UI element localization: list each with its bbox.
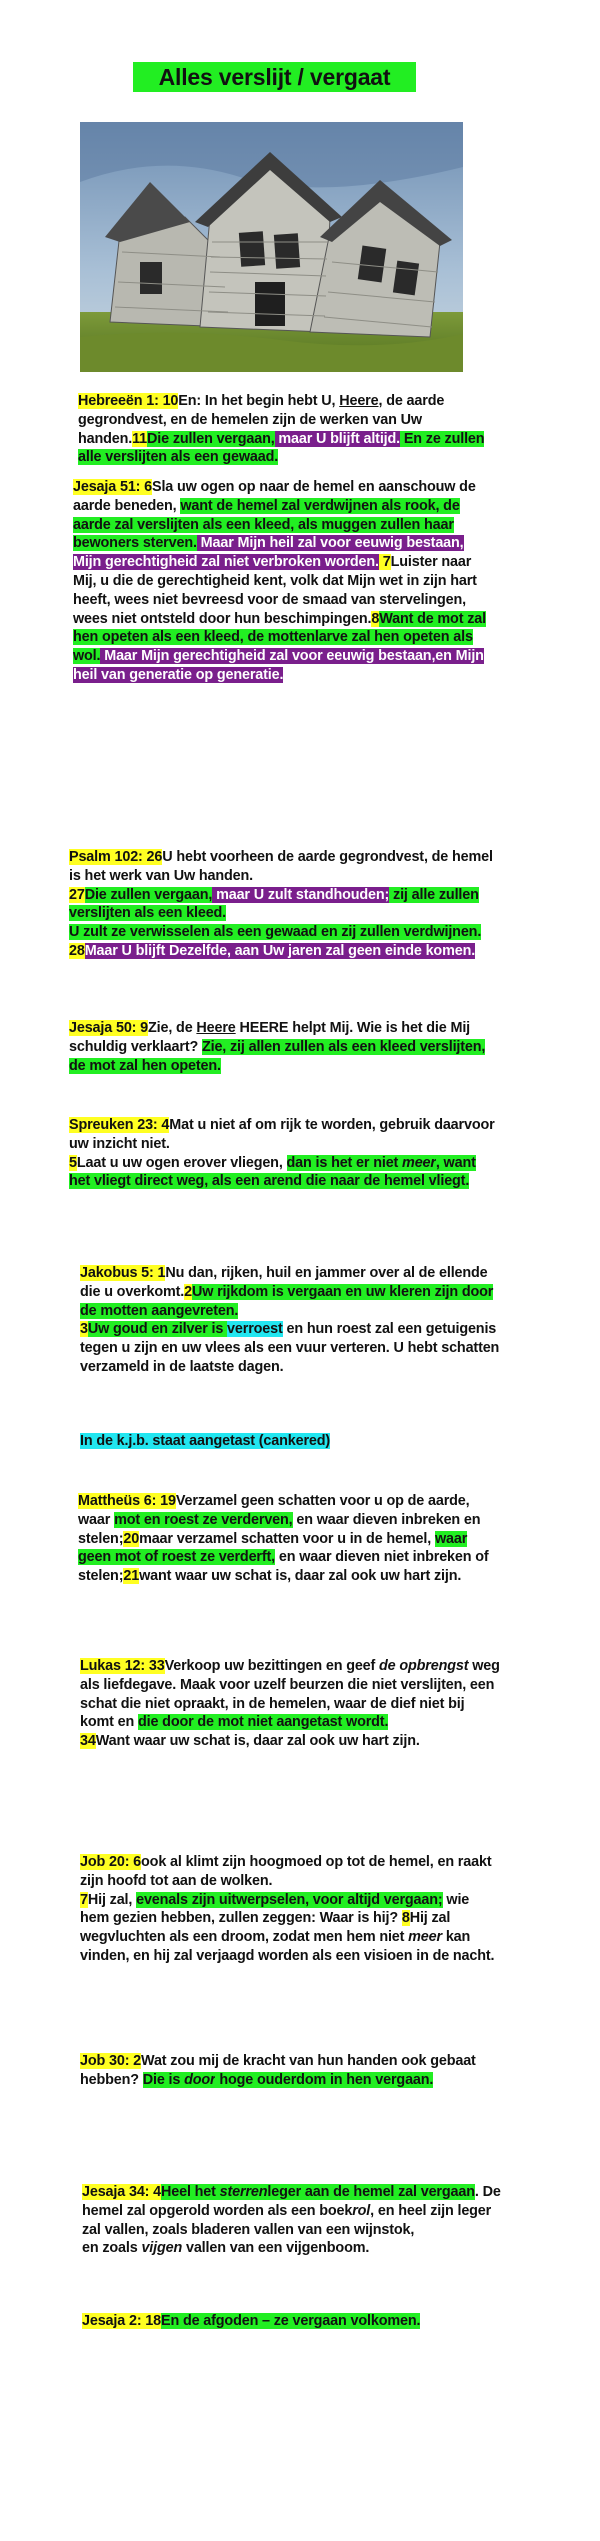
house-illustration [80,122,463,372]
page-title: Alles verslijt / vergaat [133,62,416,92]
verse-jesaja-51-6: Jesaja 51: 6Sla uw ogen op naar de hemel en aanschouw de aarde beneden, want de hemel zal verdwijnen als rook, de aarde zal verslijten als een kleed, als muggen zullen haar bewoners sterven. Maar Mijn heil zal voor eeuwig bestaan, Mijn gerechtigheid zal niet verbroken worden. 7Luister naar Mij, u die de gerechtigheid kent, volk dat Mijn wet in zijn hart heeft, wees niet bevreesd voor de smaad van stervelingen, wees niet ontsteld door hun beschimpingen.8Want de mot zal hen opeten als een kleed, de mottenlarve zal hen opeten als wol. Maar Mijn gerechtigheid zal voor eeuwig bestaan,en Mijn heil van generatie op generatie. [73,479,486,683]
verse-spreuken-23-4: Spreuken 23: 4Mat u niet af om rijk te worden, gebruik daarvoor uw inzicht niet. 5Laat u uw ogen erover vliegen, dan is het er niet meer, want het vliegt direct weg, als een arend die naar de hemel vliegt. [69,1117,495,1190]
verse-reference: Lukas 12: 33 [80,1658,165,1674]
verse-job-30-2: Job 30: 2Wat zou mij de kracht van hun handen ook gebaat hebben? Die is door hoge ouderdom in hen vergaan. [80,2053,476,2088]
verse-reference: Jesaja 34: 4 [82,2184,162,2200]
verse-reference: Job 30: 2 [80,2053,142,2069]
verse-mattheus-6-19: Mattheüs 6: 19Verzamel geen schatten voor u op de aarde, waar mot en roest ze verderven, en waar dieven inbreken en stelen;20maar verzamel schatten voor u in de hemel, waar geen mot of roest ze verderft, en waar dieven niet inbreken of stelen;21want waar uw schat is, daar zal ook uw hart zijn. [78,1493,489,1585]
verse-psalm-102-26: Psalm 102: 26U hebt voorheen de aarde gegrondvest, de hemel is het werk van Uw handen. 27Die zullen vergaan, maar U zult standhouden; zij alle zullen verslijten als een kleed. U zult ze verwisselen als een gewaad en zij zullen verdwijnen. 28Maar U blijft Dezelfde, aan Uw jaren zal geen einde komen. [69,849,493,959]
verse-jesaja-2-18: Jesaja 2: 18En de afgoden – ze vergaan volkomen. [82,2313,421,2329]
verse-jesaja-50-9: Jesaja 50: 9Zie, de Heere HEERE helpt Mij. Wie is het die Mij schuldig verklaart? Zie, zij allen zullen als een kleed verslijten, de mot zal hen opeten. [69,1020,486,1074]
verse-reference: Spreuken 23: 4 [69,1117,170,1133]
kjb-note: In de k.j.b. staat aangetast (cankered) [80,1433,331,1449]
verse-reference: Job 20: 6 [80,1854,142,1870]
verse-reference: Jesaja 51: 6 [73,479,153,495]
verse-reference: Jesaja 50: 9 [69,1020,149,1036]
verse-jakobus-5-1: Jakobus 5: 1Nu dan, rijken, huil en jammer over al de ellende die u overkomt.2Uw rijkdom is vergaan en uw kleren zijn door de motten aangevreten. 3Uw goud en zilver is verroest en hun roest zal een getuigenis tegen u zijn en uw vlees als een vuur verteren. U hebt schatten verzameld in de laatste dagen. [80,1265,500,1375]
verse-reference: Psalm 102: 26 [69,849,163,865]
verse-hebreeen-1-10: Hebreeën 1: 10En: In het begin hebt U, Heere, de aarde gegrondvest, en de hemelen zijn de werken van Uw handen.11Die zullen vergaan, maar U blijft altijd. En ze zullen alle verslijten als een gewaad. [78,393,485,466]
collapsing-house-image [80,122,463,372]
verse-lukas-12-33: Lukas 12: 33Verkoop uw bezittingen en geef de opbrengst weg als liefdegave. Maak voor uzelf beurzen die niet verslijten, een schat die niet opraakt, in de hemelen, waar de dief niet bij komt en die door de mot niet aangetast wordt. 34Want waar uw schat is, daar zal ook uw hart zijn. [80,1658,500,1750]
verse-reference: Mattheüs 6: 19 [78,1493,176,1509]
verse-reference: Jakobus 5: 1 [80,1265,166,1281]
verse-reference: Hebreeën 1: 10 [78,393,179,409]
verse-reference: Jesaja 2: 18 [82,2313,162,2329]
verse-jesaja-34-4: Jesaja 34: 4Heel het sterrenleger aan de hemel zal vergaan. De hemel zal opgerold worden als een boekrol, en heel zijn leger zal vallen, zoals bladeren vallen van een wijnstok, en zoals vijgen vallen van een vijgenboom. [82,2184,501,2257]
verse-job-20-6: Job 20: 6ook al klimt zijn hoogmoed op tot de hemel, en raakt zijn hoofd tot aan de wolken. 7Hij zal, evenals zijn uitwerpselen, voor altijd vergaan; wie hem gezien hebben, zullen zeggen: Waar is hij? 8Hij zal wegvluchten als een droom, zodat men hem niet meer kan vinden, en hij zal verjaagd worden als een visioen in de nacht. [80,1854,495,1964]
